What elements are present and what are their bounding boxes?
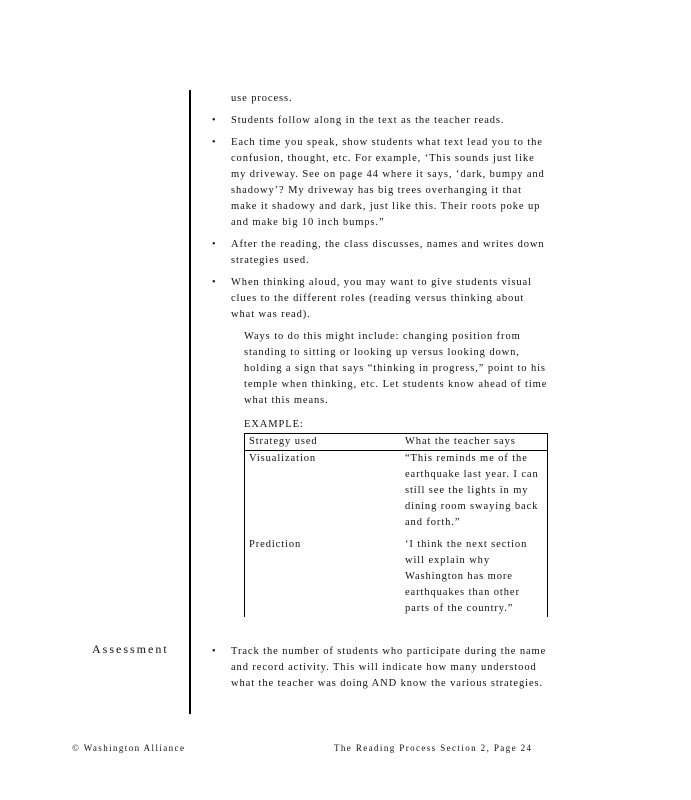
assessment-heading: Assessment xyxy=(92,642,169,656)
assessment-bullet-list xyxy=(212,644,551,692)
example-label: EXAMPLE: xyxy=(244,419,304,430)
list-item xyxy=(212,237,551,269)
margin-rule xyxy=(189,90,191,714)
bullet-text: Students follow along in the text as the teacher reads. xyxy=(231,115,505,126)
column-header-teacher-says: What the teacher says xyxy=(401,434,548,451)
column-header-strategy: Strategy used xyxy=(245,434,402,451)
teacher-says-cell: “This reminds me of the earthquake last year. I can still see the lights in my dining room swaying back and forth.” xyxy=(401,451,548,538)
teacher-says-cell: ‘I think the next section will explain why Washington has more earthquakes than other parts of the country.” xyxy=(401,537,548,617)
ways-paragraph: Ways to do this might include: changing position from standing to sitting or looking up versus looking down, holding a sign that says “thinking in progress,” point to his temple when thinking, etc. Let students know ahead of time what this means. xyxy=(244,331,548,406)
table-row xyxy=(245,451,548,538)
bullet-icon: • xyxy=(212,137,217,148)
example-table xyxy=(244,433,548,617)
continuation-text: use process. xyxy=(231,93,293,104)
bullet-text: When thinking aloud, you may want to give students visual clues to the different roles (reading versus thinking about what was read). xyxy=(231,277,532,320)
bullet-icon: • xyxy=(212,115,217,126)
bullet-list xyxy=(212,113,551,323)
bullet-icon: • xyxy=(212,277,217,288)
strategy-cell: Visualization xyxy=(245,451,402,538)
bullet-text: After the reading, the class discusses, names and writes down strategies used. xyxy=(231,239,545,266)
list-item xyxy=(212,113,551,129)
table-header-row xyxy=(245,434,548,451)
bullet-text: Track the number of students who participate during the name and record activity. This will indicate how many understood what the teacher was doing AND know the various strategies. xyxy=(231,646,547,689)
list-item xyxy=(212,644,551,692)
table-row xyxy=(245,537,548,617)
main-content xyxy=(212,91,551,617)
assessment-content xyxy=(212,644,551,698)
strategy-cell: Prediction xyxy=(245,537,402,617)
bullet-text: Each time you speak, show students what text lead you to the confusion, thought, etc. For example, ‘This sounds just like my driveway. See on page 44 where it says, ‘dark, bumpy and shadowy’? My driveway has big trees overhanging it that make it shadowy and dark, just like this. Their roots poke up and make big 10 inch bumps.” xyxy=(231,137,545,228)
footer-copyright: © Washington Alliance xyxy=(72,743,186,753)
bullet-icon: • xyxy=(212,646,217,657)
list-item xyxy=(212,275,551,323)
bullet-icon: • xyxy=(212,239,217,250)
list-item xyxy=(212,135,551,231)
footer-page-info: The Reading Process Section 2, Page 24 xyxy=(334,743,533,753)
